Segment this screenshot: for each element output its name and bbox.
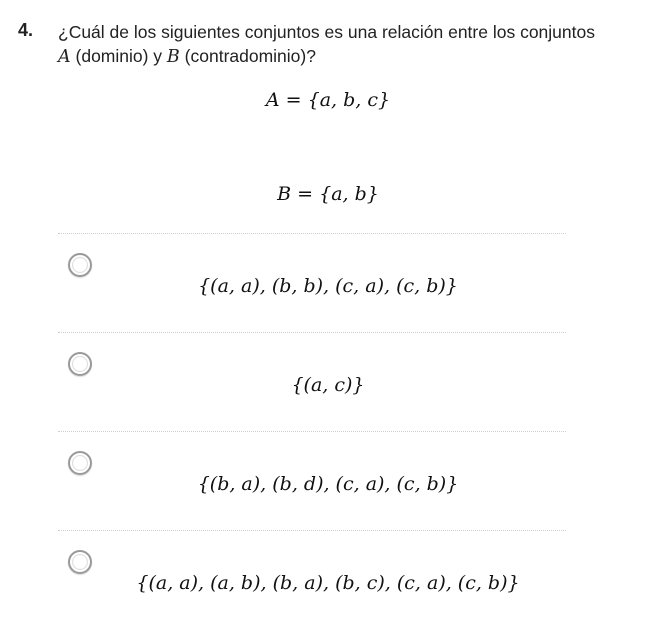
- answer-option-2[interactable]: [58, 332, 566, 432]
- option-1-label: {(a, a), (b, b), (c, a), (c, b)}: [198, 275, 458, 297]
- answer-option-3[interactable]: [58, 431, 566, 531]
- option-2-label: {(a, c)}: [291, 374, 365, 396]
- question-number: 4.: [18, 20, 34, 40]
- question-text: [58, 20, 638, 69]
- question-text-part1: ¿Cuál de los siguientes conjuntos es una relación entre los conjuntos: [58, 22, 595, 42]
- set-b-definition: [0, 183, 656, 205]
- radio-button-option-3[interactable]: [68, 451, 92, 475]
- radio-button-option-4[interactable]: [68, 550, 92, 574]
- radio-button-option-2[interactable]: [68, 352, 92, 376]
- set-a-formula: A = {a, b, c}: [265, 89, 391, 111]
- question-text-part2: (dominio) y: [70, 46, 167, 66]
- set-a-symbol: A: [58, 47, 71, 67]
- option-4-label: {(a, a), (a, b), (b, a), (b, c), (c, a), (c, b)}: [136, 572, 520, 594]
- option-3-label: {(b, a), (b, d), (c, a), (c, b)}: [197, 473, 459, 495]
- set-b-symbol: B: [166, 47, 180, 67]
- radio-button-option-1[interactable]: [68, 253, 92, 277]
- question-text-part3: (contradominio)?: [179, 46, 316, 66]
- answer-option-1[interactable]: [58, 233, 566, 333]
- set-b-formula: B = {a, b}: [277, 183, 379, 205]
- answer-option-4[interactable]: [58, 530, 566, 630]
- set-a-definition: [0, 89, 656, 111]
